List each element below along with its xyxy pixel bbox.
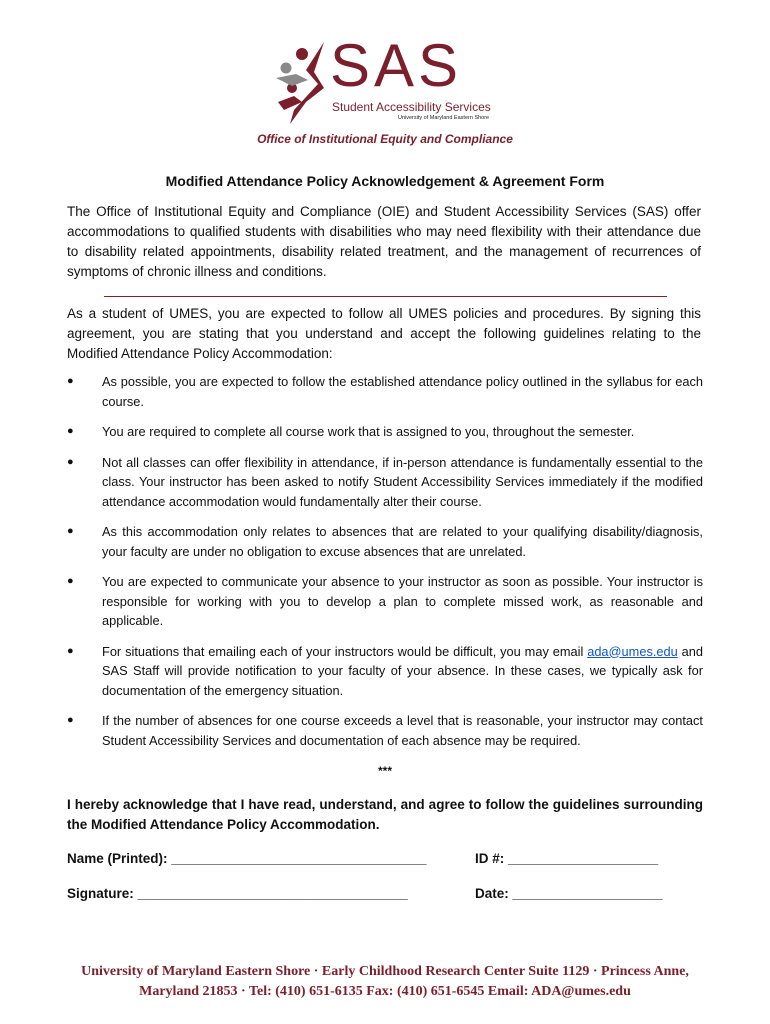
logo-university: University of Maryland Eastern Shore	[398, 115, 490, 121]
list-item	[67, 422, 703, 442]
list-item-text-start: For situations that emailing each of your instructors would be difficult, you may email	[102, 643, 588, 659]
bullet-icon: ●	[67, 714, 74, 726]
bullet-icon: ●	[67, 575, 74, 587]
list-item-text-end: and SAS Staff will provide notification to your faculty of your absence. In these cases, we typically ask for documentation of the emergency situation.	[102, 643, 703, 698]
list-item	[67, 572, 703, 631]
list-item-text: Not all classes can offer flexibility in attendance, if in-person attendance is fundamentally essential to the class. Your instructor has been asked to notify Student Accessibility Services immediately if the modified attendance accommodation would fundamentally alter their course.	[102, 454, 703, 509]
intro-paragraph: The Office of Institutional Equity and Compliance (OIE) and Student Accessibility Services (SAS) offer accommodations to qualified students with disabilities who may need flexibility with their attendance due to disability related appointments, disability related treatment, and the management of recurrences of symptoms of chronic illness and conditions.	[67, 204, 701, 279]
office-heading: Office of Institutional Equity and Compliance	[257, 132, 513, 146]
list-item-text: As possible, you are expected to follow the established attendance policy outlined in the syllabus for each course.	[102, 374, 703, 409]
ada-email-link[interactable]: ada@umes.edu	[587, 643, 678, 659]
divider-line	[104, 296, 667, 297]
sas-logo	[272, 32, 502, 128]
list-item	[67, 522, 703, 561]
logo-subtitle: Student Accessibility Services	[332, 100, 491, 114]
list-item	[67, 372, 703, 411]
bullet-icon: ●	[67, 425, 74, 437]
name-field[interactable]: Name (Printed): __________________________________	[67, 851, 427, 866]
bullet-icon: ●	[67, 375, 74, 387]
footer-address	[0, 962, 770, 1002]
form-title: Modified Attendance Policy Acknowledgement & Agreement Form	[165, 173, 605, 189]
agreement-intro: As a student of UMES, you are expected to follow all UMES policies and procedures. By signing this agreement, you are stating that you understand and accept the following guidelines relating to the Modified Attendance Policy Accommodation:	[67, 306, 701, 361]
id-field[interactable]: ID #: ____________________	[475, 851, 659, 866]
list-item-text: If the number of absences for one course exceeds a level that is reasonable, your instructor may contact Student Accessibility Services and documentation of each absence may be required.	[102, 713, 703, 748]
date-field[interactable]: Date: ____________________	[475, 886, 663, 901]
guidelines-list	[67, 372, 703, 761]
signature-field[interactable]: Signature: ____________________________________	[67, 886, 408, 901]
footer-line-1: University of Maryland Eastern Shore · Early Childhood Research Center Suite 1129 · Princess Anne,	[81, 964, 689, 979]
bullet-icon: ●	[67, 525, 74, 537]
list-item	[67, 642, 703, 701]
section-separator: ***	[377, 764, 392, 778]
acknowledgement-statement: I hereby acknowledge that I have read, understand, and agree to follow the guidelines surrounding the Modified Attendance Policy Accommodation.	[67, 797, 703, 832]
list-item-text: You are expected to communicate your absence to your instructor as soon as possible. Your instructor is responsible for working with you to develop a plan to complete missed work, as reasonable and applicable.	[102, 574, 703, 628]
people-figure-icon	[272, 40, 332, 128]
bullet-icon: ●	[67, 455, 74, 468]
list-item-text: You are required to complete all course work that is assigned to you, throughout the semester.	[102, 424, 635, 439]
list-item	[67, 711, 703, 750]
bullet-icon: ●	[67, 644, 74, 657]
list-item	[67, 453, 703, 512]
footer-line-2: Maryland 21853 · Tel: (410) 651-6135 Fax: (410) 651-6545 Email: ADA@umes.edu	[139, 984, 631, 999]
list-item-text: As this accommodation only relates to absences that are related to your qualifying disability/diagnosis, your faculty are under no obligation to excuse absences that are unrelated.	[102, 524, 703, 559]
logo-letters: SAS	[330, 32, 463, 99]
